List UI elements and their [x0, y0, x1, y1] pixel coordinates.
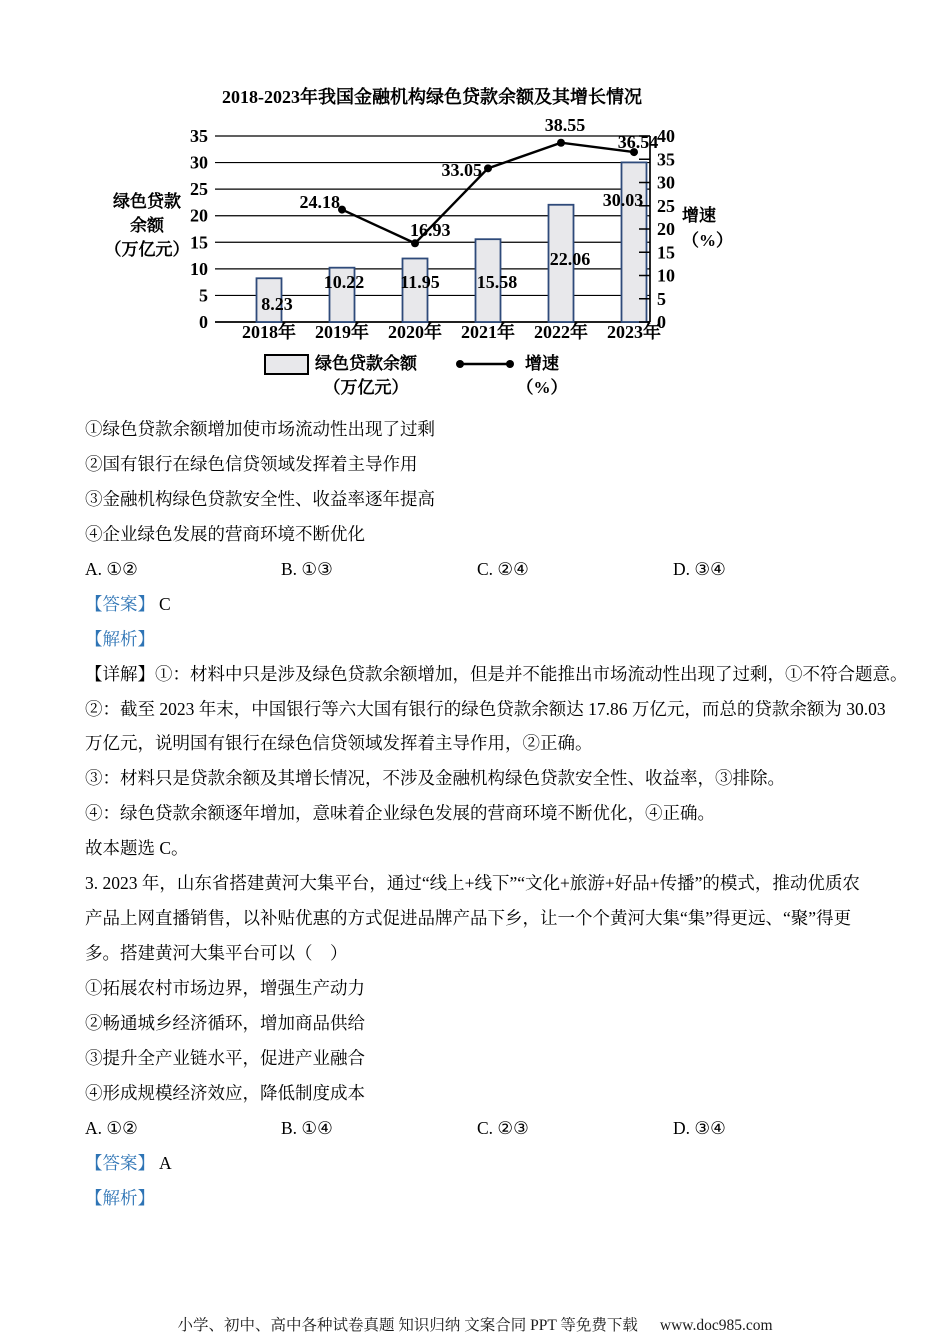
left-axis-tick: 20 — [190, 205, 208, 226]
line-value-label: 33.05 — [441, 160, 482, 180]
growth-line — [342, 143, 634, 244]
right-axis-tick-label: 0 — [657, 312, 666, 332]
left-axis-label: （万亿元） — [104, 240, 190, 259]
left-axis-tick: 5 — [199, 285, 208, 306]
bar-value-label: 22.06 — [549, 249, 591, 269]
left-axis-tick: 25 — [190, 179, 208, 200]
right-axis-tick-label: 20 — [657, 219, 675, 239]
q2-conclusion: 故本题选 C。 — [85, 838, 189, 859]
growth-line-marker — [411, 239, 419, 247]
q3-answer-value: A — [159, 1152, 172, 1173]
legend-bar-label: （万亿元） — [323, 378, 409, 397]
q2-detail-line-5: ④：绿色贷款余额逐年增加，意味着企业绿色发展的营商环境不断优化，④正确。 — [85, 803, 715, 824]
q2-choices — [85, 552, 885, 587]
x-axis-label: 2020年 — [388, 322, 442, 342]
q3-analysis-tag: 【解析】 — [85, 1187, 155, 1208]
q2-answer-line — [85, 587, 885, 622]
line-value-label: 16.93 — [410, 220, 451, 240]
bar-value-label: 8.23 — [261, 294, 293, 314]
bar-value-label: 10.22 — [323, 272, 365, 292]
q2-choice-b: B. ①③ — [281, 558, 333, 579]
q2-answer-value: C — [159, 593, 171, 614]
footer-site-link[interactable]: www.doc985.com — [659, 1317, 773, 1334]
q2-choice-c: C. ②④ — [477, 558, 529, 579]
legend-bar-swatch — [265, 355, 308, 374]
right-axis-tick-label: 30 — [657, 172, 675, 193]
q3-stem-line-3: 多。搭建黄河大集平台可以（ ） — [85, 943, 348, 964]
q3-analysis-line — [85, 1181, 885, 1216]
right-axis-tick-label: 10 — [657, 265, 675, 286]
right-axis-tick-label: 35 — [657, 149, 675, 170]
q2-item-3: ③金融机构绿色贷款安全性、收益率逐年提高 — [85, 488, 435, 509]
footer-text: 小学、初中、高中各种试卷真题 知识归纳 文案合同 PPT 等免费下载 — [177, 1317, 638, 1334]
x-axis-label: 2023年 — [607, 322, 661, 342]
x-axis-label: 2022年 — [534, 322, 588, 342]
q3-item-1: ①拓展农村市场边界，增强生产动力 — [85, 978, 365, 998]
q3-item-3: ③提升全产业链水平，促进产业融合 — [85, 1047, 365, 1068]
x-axis-label: 2018年 — [242, 322, 296, 342]
line-value-label: 24.18 — [299, 192, 340, 212]
page-footer — [0, 1313, 950, 1335]
q3-answer-tag: 【答案】 — [85, 1152, 155, 1173]
q2-item-1: ①绿色贷款余额增加使市场流动性出现了过剩 — [85, 419, 435, 439]
q3-stem-line-2: 产品上网直播销售，以补贴优惠的方式促进品牌产品下乡，让一个个黄河大集“集”得更远、“聚”得更 — [85, 908, 852, 929]
right-axis-tick-label: 15 — [657, 242, 675, 263]
q2-analysis-tag: 【解析】 — [85, 628, 155, 649]
q2-item-4: ④企业绿色发展的营商环境不断优化 — [85, 523, 365, 544]
document-body — [85, 412, 908, 1216]
line-value-label: 36.54 — [617, 132, 659, 152]
q2-item-2: ②国有银行在绿色信贷领域发挥着主导作用 — [85, 453, 418, 474]
q3-choices — [85, 1111, 885, 1146]
x-axis-label: 2021年 — [461, 322, 515, 342]
right-axis-tick-label: 40 — [657, 126, 675, 146]
q3-item-2: ②畅通城乡经济循环，增加商品供给 — [85, 1012, 365, 1033]
q3-choice-c: C. ②③ — [477, 1117, 529, 1138]
legend-line-dot — [456, 360, 464, 368]
q3-choice-b: B. ①④ — [281, 1117, 333, 1138]
q3-choice-a: A. ①② — [85, 1117, 138, 1138]
q2-detail-line-1: 【详解】①：材料中只是涉及绿色贷款余额增加，但是并不能推出市场流动性出现了过剩，①不符合题意。 — [85, 663, 908, 684]
q2-detail-line-4: ③：材料只是贷款余额及其增长情况，不涉及金融机构绿色贷款安全性、收益率，③排除。 — [85, 768, 785, 789]
right-axis-tick-label: 5 — [657, 288, 666, 309]
left-axis-tick: 15 — [190, 232, 208, 253]
x-axis-label: 2019年 — [315, 322, 369, 342]
left-axis-label: 余额 — [130, 216, 164, 235]
left-axis-label: 绿色贷款 — [113, 192, 181, 211]
q2-choice-a: A. ①② — [85, 558, 138, 579]
legend-bar-label: 绿色贷款余额 — [315, 354, 417, 373]
green-loan-chart-svg — [70, 85, 750, 397]
q2-choice-d: D. ③④ — [673, 558, 726, 579]
line-value-label: 38.55 — [544, 115, 586, 135]
legend-line-label: （%） — [516, 378, 568, 397]
left-axis-tick: 0 — [199, 312, 208, 332]
q3-choice-d: D. ③④ — [673, 1117, 726, 1138]
q2-analysis-line — [85, 622, 885, 657]
chart-title: 2018-2023年我国金融机构绿色贷款余额及其增长情况 — [222, 87, 642, 107]
left-axis-tick: 30 — [190, 152, 208, 173]
right-axis-label: （%） — [682, 231, 733, 250]
q3-item-4: ④形成规模经济效应，降低制度成本 — [85, 1082, 365, 1103]
q3-stem-line-1: 3. 2023 年，山东省搭建黄河大集平台，通过“线上+线下”“文化+旅游+好品+传播”的模式，推动优质农 — [85, 873, 860, 894]
q2-answer-tag: 【答案】 — [85, 593, 155, 614]
legend-line-label: 增速 — [525, 354, 559, 373]
green-loan-chart — [70, 85, 750, 397]
bar-value-label: 30.03 — [602, 190, 644, 210]
right-axis-label: 增速 — [682, 206, 716, 225]
right-axis-tick-label: 25 — [657, 195, 675, 216]
growth-line-marker — [484, 164, 492, 172]
q2-detail-line-2: ②：截至 2023 年末，中国银行等六大国有银行的绿色贷款余额达 17.86 万亿元，而总的贷款余额为 30.03 — [85, 698, 886, 719]
q3-answer-line — [85, 1146, 885, 1181]
q2-detail-line-3: 万亿元，说明国有银行在绿色信贷领域发挥着主导作用，②正确。 — [85, 733, 593, 754]
legend-line-dot — [506, 360, 514, 368]
left-axis-tick: 35 — [190, 126, 208, 146]
left-axis-tick: 10 — [190, 258, 208, 279]
bar-value-label: 11.95 — [400, 272, 440, 292]
bar-value-label: 15.58 — [476, 272, 518, 292]
growth-line-marker — [557, 139, 565, 147]
